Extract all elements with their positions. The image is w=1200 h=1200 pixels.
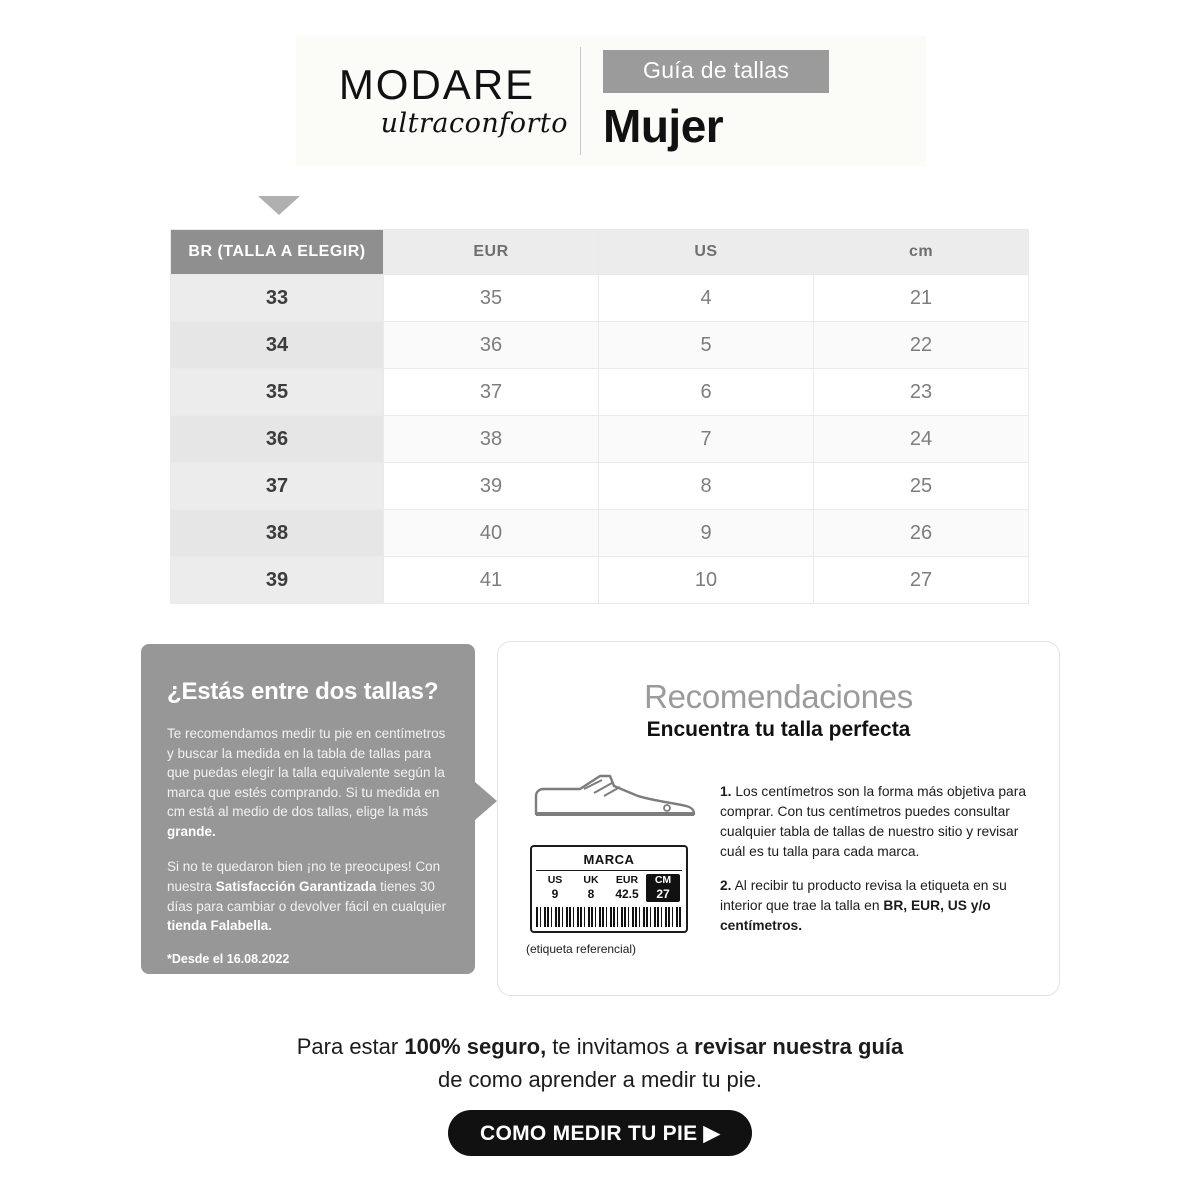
size-label-example	[530, 845, 688, 933]
label-value-uk: 8	[587, 887, 595, 902]
cell-eur: 38	[384, 416, 599, 463]
cell-us: 4	[599, 275, 814, 322]
label-key-cm: CM	[654, 874, 672, 886]
between-sizes-emph-grande: grande.	[167, 823, 216, 839]
cell-us: 6	[599, 369, 814, 416]
label-columns	[536, 871, 682, 904]
cell-us: 9	[599, 510, 814, 557]
cell-cm: 27	[814, 557, 1029, 604]
cell-cm: 23	[814, 369, 1029, 416]
recommendation-2-number: 2.	[720, 878, 732, 893]
recommendation-2-emph-cm: y/o centímetros.	[720, 898, 991, 933]
recommendation-2-emph-units: BR, EUR, US	[883, 898, 967, 913]
footer-text-c: te invitamos a	[546, 1034, 695, 1059]
label-value-eur: 42.5	[615, 887, 639, 902]
footer-emph-guia: revisar nuestra guía	[694, 1034, 904, 1059]
how-to-measure-button[interactable]: COMO MEDIR TU PIE ▶	[448, 1110, 752, 1156]
recommendations-illustration	[524, 760, 700, 956]
between-sizes-title: ¿Estás entre dos tallas?	[167, 678, 439, 705]
label-key-uk: UK	[583, 874, 599, 886]
cell-eur: 36	[384, 322, 599, 369]
label-col-uk	[574, 874, 608, 902]
column-header-br: BR (TALLA A ELEGIR)	[171, 230, 384, 275]
cell-cm: 21	[814, 275, 1029, 322]
label-brand: MARCA	[536, 852, 682, 871]
size-guide-badge: Guía de tallas	[603, 50, 829, 93]
between-sizes-emph-tienda: tienda Falabella.	[167, 918, 273, 934]
label-key-us: US	[547, 874, 563, 886]
recommendation-2-text: Al recibir tu producto revisa la etiqueta en su interior que trae la talla en	[720, 878, 1007, 913]
barcode-icon	[536, 907, 682, 927]
header-divider	[580, 47, 581, 155]
label-caption: (etiqueta referencial)	[526, 942, 637, 957]
between-sizes-paragraph-2	[167, 857, 449, 935]
header	[296, 36, 926, 166]
table-row	[171, 510, 1029, 557]
cell-us: 7	[599, 416, 814, 463]
cell-br: 38	[171, 510, 384, 557]
between-sizes-emph-garantia: Satisfacción Garantizada	[215, 878, 377, 894]
page-title: Mujer	[603, 99, 724, 152]
footer-line-2: de como aprender a medir tu pie.	[437, 1067, 763, 1092]
cell-eur: 40	[384, 510, 599, 557]
recommendation-item-1	[720, 782, 1033, 862]
between-sizes-paragraph-1	[167, 724, 449, 841]
cell-cm: 25	[814, 463, 1029, 510]
footer-emph-seguro: 100% seguro,	[404, 1034, 547, 1059]
recommendations-title: Recomendaciones	[644, 678, 913, 715]
recommendation-1-number: 1.	[720, 784, 732, 799]
cell-eur: 37	[384, 369, 599, 416]
table-row	[171, 416, 1029, 463]
label-col-us	[538, 874, 572, 902]
brand-name: MODARE	[338, 60, 536, 108]
label-col-cm	[646, 874, 680, 902]
recommendations-subtitle: Encuentra tu talla perfecta	[646, 718, 911, 741]
cell-us: 5	[599, 322, 814, 369]
table-row	[171, 463, 1029, 510]
size-table	[170, 229, 1029, 604]
table-header-row	[171, 230, 1029, 275]
footer-text-a: Para estar	[296, 1034, 405, 1059]
cell-eur: 35	[384, 275, 599, 322]
cell-br: 34	[171, 322, 384, 369]
cell-cm: 24	[814, 416, 1029, 463]
between-sizes-text-2a: Si no te quedaron bien ¡no te preocupes! Con nuestra	[167, 859, 441, 894]
recommendations-panel	[497, 641, 1060, 996]
cell-eur: 39	[384, 463, 599, 510]
column-header-eur: EUR	[384, 230, 599, 275]
panel-pointer-icon	[475, 782, 497, 820]
cell-br: 39	[171, 557, 384, 604]
cell-br: 33	[171, 275, 384, 322]
column-header-us: US	[599, 230, 814, 275]
header-right	[603, 50, 829, 153]
cell-br: 35	[171, 369, 384, 416]
brand-logo	[296, 36, 572, 166]
cell-cm: 26	[814, 510, 1029, 557]
between-sizes-panel	[141, 644, 475, 974]
recommendation-item-2	[720, 876, 1033, 936]
footer-message	[0, 1030, 1200, 1096]
cell-us: 8	[599, 463, 814, 510]
between-sizes-text-2c: tienes 30 días para cambiar o devolver fácil en cualquier	[167, 878, 447, 914]
between-sizes-note: *Desde el 16.08.2022	[167, 951, 290, 966]
cell-us: 10	[599, 557, 814, 604]
cell-br: 36	[171, 416, 384, 463]
size-table-container	[170, 229, 1028, 604]
down-arrow-icon	[258, 196, 300, 215]
table-row	[171, 369, 1029, 416]
cell-br: 37	[171, 463, 384, 510]
sneaker-icon	[528, 762, 698, 828]
cell-cm: 22	[814, 322, 1029, 369]
recommendations-text	[700, 760, 1033, 956]
label-col-eur	[610, 874, 644, 902]
recommendation-1-text: Los centímetros son la forma más objetiva para comprar. Con tus centímetros puedes consultar cualquier tabla de tallas de nuestro sitio y revisar cuál es tu talla para cada marca.	[720, 784, 1026, 859]
table-row	[171, 275, 1029, 322]
footer-line-1	[0, 1030, 1200, 1063]
brand-tagline: ultraconforto	[380, 107, 568, 139]
cell-eur: 41	[384, 557, 599, 604]
table-row	[171, 322, 1029, 369]
column-header-cm: cm	[814, 230, 1029, 275]
table-row	[171, 557, 1029, 604]
recommendations-body	[498, 760, 1059, 956]
label-value-us: 9	[551, 887, 559, 902]
label-key-eur: EUR	[615, 874, 639, 886]
label-value-cm: 27	[656, 887, 670, 902]
between-sizes-text-1: Te recomendamos medir tu pie en centímetros y buscar la medida en la tabla de tallas para que puedas elegir la talla equivalente según la marca que estés comprando. Si tu medida en cm está al medio de dos tallas, elige la más	[167, 726, 446, 820]
